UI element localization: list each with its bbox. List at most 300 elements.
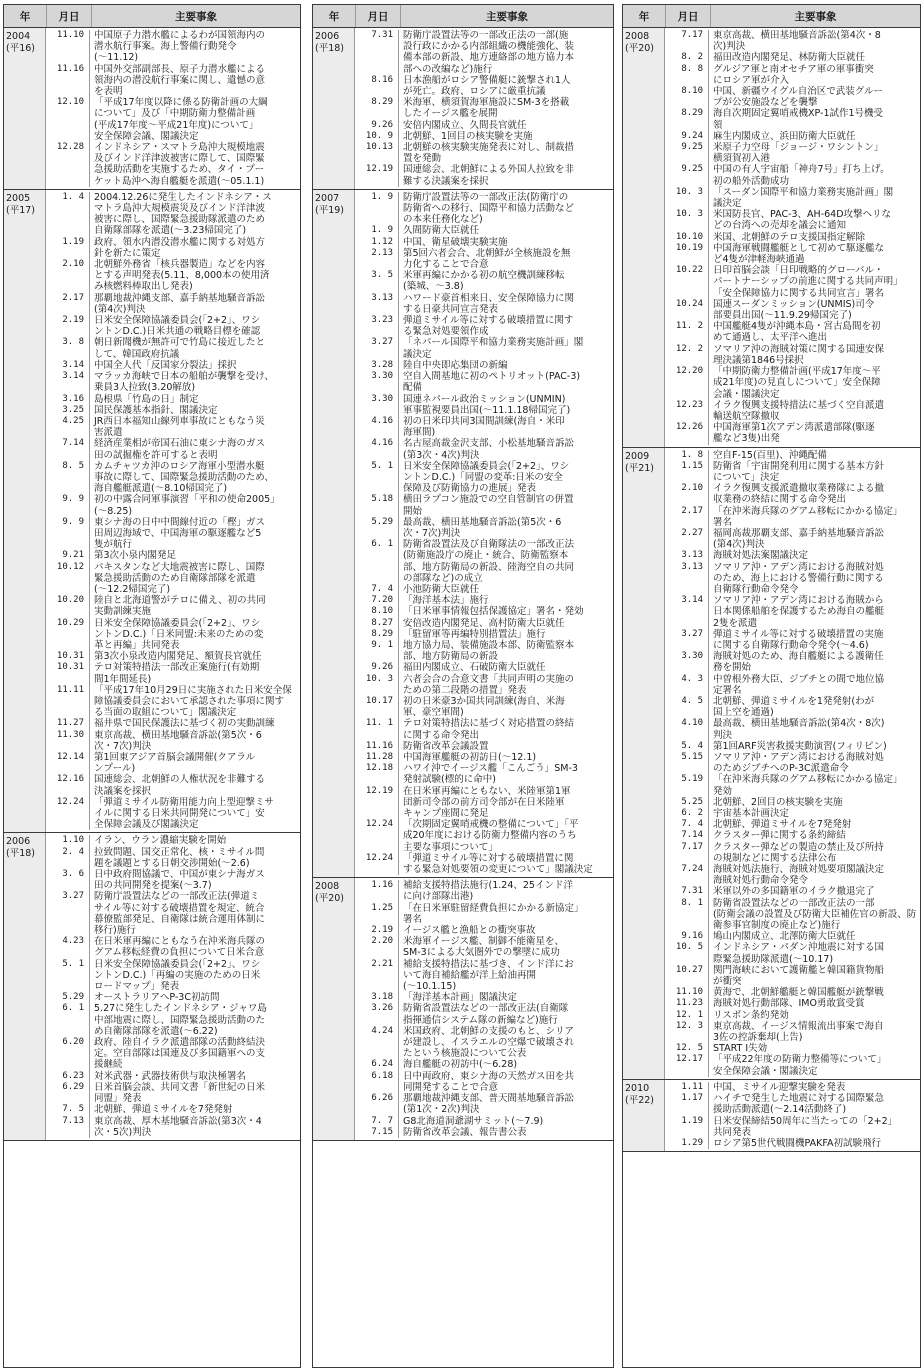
table-row xyxy=(665,864,920,886)
table-row xyxy=(355,394,613,416)
table-row xyxy=(665,931,920,942)
table-row xyxy=(355,741,613,752)
event-text: 最高裁、横田基地騒音訴訟(第5次・6 次・7次)判決 xyxy=(403,516,562,539)
event-date: 7.14 xyxy=(46,438,90,460)
event-date: 10.31 xyxy=(46,662,90,684)
event-text: 防衛省改革会議、報告書公表 xyxy=(403,1126,527,1138)
event-list xyxy=(355,190,613,877)
table-row xyxy=(46,869,300,891)
table-row xyxy=(355,270,613,292)
year-block xyxy=(623,28,920,448)
event-text: グルジア軍と南オセチア軍の軍事衝突 にロシア軍が介入 xyxy=(713,63,874,86)
event-text: 日米安全保障協議委員会(「2+2」、ワシ ントンD.C.)日米共通の戦略目標を確認 xyxy=(94,315,261,338)
table-header xyxy=(623,5,920,28)
header-date: 月日 xyxy=(666,5,711,27)
event-date: 12.26 xyxy=(665,422,709,444)
event-date: 10.17 xyxy=(355,696,399,718)
table-row xyxy=(665,651,920,673)
event-text: 朝日新聞機が無許可で竹島に接近したと して、韓国政府抗議 xyxy=(94,337,266,360)
event-date: 6.20 xyxy=(46,1037,90,1071)
table-row xyxy=(355,164,613,188)
event-list xyxy=(665,28,920,447)
event-date: 9. 1 xyxy=(355,640,399,662)
event-text: 補給支援特措法施行(1.24、25インド洋 に向け部隊出港) xyxy=(403,880,573,903)
event-text: 中国、衛星破壊実験実施 xyxy=(403,236,508,248)
event-text: テロ対策特措法一部改正案施行(有効期 間1年間延長) xyxy=(94,662,260,685)
event-date: 2.19 xyxy=(46,315,90,337)
event-text: ソマリア沖の海賊対策に関する国連安保 理決議第1846号採択 xyxy=(713,343,885,366)
event-text: 北朝鮮の核実験実施発表に対し、制裁措 置を発動 xyxy=(403,142,575,165)
year-label xyxy=(313,190,355,877)
event-date: 4. 5 xyxy=(665,696,709,718)
event-text: 米軍以外の多国籍軍のイラク撤退完了 xyxy=(713,886,875,898)
event-date: 2.10 xyxy=(46,259,90,293)
event-date: 8.27 xyxy=(355,618,399,629)
table-row xyxy=(355,28,613,75)
year-era: (平19) xyxy=(315,204,345,216)
table-row xyxy=(46,259,300,293)
event-date: 7. 4 xyxy=(665,819,709,830)
table-row xyxy=(46,1071,300,1082)
event-list xyxy=(355,28,613,189)
event-text: 中国全人代「反国家分裂法」採択 xyxy=(94,359,237,371)
event-text: 国連総会、北朝鮮による外国人拉致を非 難する決議案を採択 xyxy=(403,164,575,187)
table-row xyxy=(355,903,613,925)
event-date: 11. 2 xyxy=(665,321,709,343)
event-date: 8.10 xyxy=(355,606,399,617)
event-date: 2.17 xyxy=(46,293,90,315)
event-text: 防衛庁設置法等の一部改正法の一部(施 設行政にかかる内部組織の機能強化、装 備本部の新設、地方連絡部の地方協力本 部への改編など)施行 xyxy=(403,30,575,75)
event-text: マラッカ海峡で日本の船舶が襲撃を受け、 乗員3人拉致(3.20解放) xyxy=(94,371,274,394)
event-date: 7. 5 xyxy=(46,1104,90,1115)
table-row xyxy=(355,925,613,936)
table-row xyxy=(355,878,613,902)
event-date: 3.27 xyxy=(46,891,90,936)
event-date: 3.13 xyxy=(665,550,709,561)
event-text: 米軍再編にかかる初の航空機訓練移転 (築城、～3.8) xyxy=(403,270,565,293)
table-row xyxy=(46,730,300,752)
year-block xyxy=(623,448,920,1080)
event-date: 9.25 xyxy=(665,164,709,186)
event-text: 米国、北朝鮮のテロ支援国指定解除 xyxy=(713,231,866,243)
year-number: 2007 xyxy=(315,192,340,204)
year-number: 2004 xyxy=(6,31,31,42)
year-era: (平20) xyxy=(315,893,345,905)
event-text: 空自入間基地に初のペトリオット(PAC-3) 配備 xyxy=(403,371,581,394)
table-row xyxy=(355,595,613,606)
event-text: 中国外交部副部長、原子力潜水艦による 領海内の潜没航行事案に関し、遺憾の意 を表明 xyxy=(94,63,266,98)
table-row xyxy=(665,86,920,108)
event-text: 初の中露合同軍事演習「平和の使命2005」 (～8.25) xyxy=(94,494,280,517)
table-row xyxy=(665,797,920,808)
event-date: 4.25 xyxy=(46,416,90,438)
event-date: 3.27 xyxy=(665,629,709,651)
event-date: 12.24 xyxy=(355,819,399,853)
event-date: 1. 9 xyxy=(355,192,399,226)
table-row xyxy=(355,1026,613,1060)
event-text: 防衛省設置法などの一部改正法の一部 (防衛会議の設置及び防衛大臣補佐官の新設、防 衛参事官制度の廃止など)施行 xyxy=(713,897,917,932)
table-row xyxy=(46,797,300,833)
event-date: 12.24 xyxy=(46,797,90,831)
event-text: 北朝鮮外務省「核兵器製造」などを内容 とする声明発表(5.11、8,000本の使用済 み核燃料棒取出し発表) xyxy=(94,259,270,293)
event-text: 中国海軍艦艇の初訪日(～12.1) xyxy=(403,752,537,763)
table-row xyxy=(355,819,613,853)
year-label xyxy=(313,878,355,1140)
table-row xyxy=(355,517,613,539)
event-date: 6. 1 xyxy=(46,1003,90,1037)
chronology-column xyxy=(3,4,301,1368)
table-row xyxy=(665,774,920,796)
table-row xyxy=(355,1093,613,1115)
table-row xyxy=(355,360,613,371)
event-date: 6. 2 xyxy=(665,808,709,819)
event-text: 北朝鮮、1回目の核実験を実施 xyxy=(403,130,533,142)
event-date: 4.23 xyxy=(46,936,90,958)
event-date: 6.23 xyxy=(46,1071,90,1082)
event-text: インドネシア・スマトラ島沖大規模地震 及びインド洋津波被害に際して、国際緊 急援助活動を実施するため、タイ・プー ケット島沖へ海自艦艇を派遣(～05.1.1) xyxy=(94,142,265,187)
table-row xyxy=(665,209,920,231)
event-date: 5.25 xyxy=(665,797,709,808)
event-text: 海賊対処行動部隊、IMO勇敢賞受賞 xyxy=(713,998,865,1010)
header-year: 年 xyxy=(4,5,47,27)
event-text: 中国艦艇4隻が沖縄本島・宮古島間を初 めて通過し、太平洋へ進出 xyxy=(713,321,881,344)
header-year: 年 xyxy=(623,5,666,27)
table-row xyxy=(46,685,300,719)
table-row xyxy=(665,965,920,987)
event-date: 1.29 xyxy=(665,1138,709,1149)
event-text: 中国海軍戦闘艦艇として初めて駆逐艦な ど4隻が津軽海峡通過 xyxy=(713,242,885,266)
table-row xyxy=(46,718,300,729)
event-date: 8. 1 xyxy=(665,898,709,932)
event-text: 弾道ミサイル等に対する破壊措置に関す る緊急対処要領作成 xyxy=(403,315,574,338)
event-text: リスボン条約発効 xyxy=(713,1009,789,1021)
event-text: 「在沖米海兵隊のグアム移転にかかる協定」 発効 xyxy=(713,774,903,797)
event-text: 福岡高裁那覇支部、嘉手納基地騒音訴訟 (第4次)判決 xyxy=(713,527,885,551)
event-date: 5. 4 xyxy=(665,741,709,752)
table-row xyxy=(355,438,613,460)
table-row xyxy=(665,448,920,461)
event-date: 12. 5 xyxy=(665,1043,709,1054)
table-row xyxy=(665,28,920,52)
event-date: 10. 9 xyxy=(355,131,399,142)
event-text: 防衛省改革会議設置 xyxy=(403,740,489,752)
event-date: 12.10 xyxy=(46,97,90,142)
event-text: 防衛省設置法及び自衛隊法の一部改正法 (防衛施設庁の廃止・統合、防衛監察本 部、地方防衛局の新設、陸海空自の共同 の部隊など)の成立 xyxy=(403,539,575,584)
event-text: 「スーダン国際平和協力業務実施計画」閣 議決定 xyxy=(713,186,894,210)
event-text: 中国の有人宇宙船「神舟7号」打ち上げ。 初の船外活動成功 xyxy=(713,164,890,187)
event-date: 1.17 xyxy=(665,1093,709,1115)
table-row xyxy=(46,293,300,315)
event-date: 3.16 xyxy=(46,394,90,405)
event-date: 11.10 xyxy=(665,987,709,998)
event-list xyxy=(46,28,300,189)
year-label xyxy=(4,833,46,1139)
event-date: 7.17 xyxy=(665,30,709,52)
event-list xyxy=(46,833,300,1139)
event-date: 5.18 xyxy=(355,494,399,516)
event-text: 防衛庁設置法等の一部改正法(防衛庁の 防衛省への移行、国際平和協力活動など の本来任務化など) xyxy=(403,191,575,226)
event-text: 第1回ARF災害救援実動演習(フィリピン) xyxy=(713,740,887,752)
event-date: 7.13 xyxy=(46,1116,90,1138)
year-number: 2008 xyxy=(315,881,340,893)
table-row xyxy=(46,28,300,64)
event-text: 海自艦艇の初訪中(～6.28) xyxy=(403,1059,518,1071)
table-row xyxy=(355,640,613,662)
table-row xyxy=(46,833,300,846)
table-row xyxy=(665,265,920,299)
event-text: 中国、新疆ウイグル自治区で武装グルー プが公安施設などを襲撃 xyxy=(713,86,883,109)
event-date: 2.20 xyxy=(355,936,399,958)
event-date: 6. 1 xyxy=(355,539,399,584)
event-text: 「平成17年度以降に係る防衛計画の大綱 について」及び「中期防衛力整備計画 (平成17年度～平成21年度)について」 安全保障会議、閣議決定 xyxy=(94,97,268,142)
year-block xyxy=(313,878,613,1141)
table-row xyxy=(355,131,613,142)
event-date: 11.30 xyxy=(46,730,90,752)
table-row xyxy=(665,131,920,142)
event-date: 9.26 xyxy=(355,120,399,131)
event-text: 最高裁、横田基地騒音訴訟(第4次・8次) 判決 xyxy=(713,718,885,741)
event-text: 北朝鮮、弾道ミサイルを1発発射(わが 国上空を通過) xyxy=(713,695,875,719)
table-row xyxy=(46,618,300,652)
event-date: 3.13 xyxy=(665,562,709,596)
event-date: 11. 1 xyxy=(355,718,399,740)
event-date: 7. 4 xyxy=(355,584,399,595)
table-row xyxy=(665,232,920,243)
table-row xyxy=(665,696,920,718)
table-row xyxy=(665,830,920,841)
table-row xyxy=(46,405,300,416)
event-text: 関門海峡において護衛艦と韓国籍貨物船 が衝突 xyxy=(713,964,885,988)
event-date: 1.16 xyxy=(355,880,399,902)
table-row xyxy=(46,774,300,796)
table-row xyxy=(355,959,613,993)
event-date: 2.19 xyxy=(355,925,399,936)
table-row xyxy=(46,847,300,869)
event-date: 12. 3 xyxy=(665,1021,709,1043)
event-text: 拉致問題、国交正常化、核・ミサイル問 題を議題とする日朝交渉開始(～2.6) xyxy=(94,846,265,869)
event-date: 8. 2 xyxy=(665,52,709,63)
event-text: 小池防衛大臣就任 xyxy=(403,583,480,595)
table-row xyxy=(46,1104,300,1115)
event-text: 「海洋基本法」施行 xyxy=(403,595,489,607)
table-row xyxy=(46,97,300,142)
header-event: 主要事象 xyxy=(794,10,837,23)
event-text: 安倍改造内閣発足、高村防衛大臣就任 xyxy=(403,617,565,629)
event-date: 11.27 xyxy=(46,718,90,729)
event-text: 「海洋基本計画」閣議決定 xyxy=(403,992,518,1004)
event-date: 1.19 xyxy=(665,1116,709,1138)
table-row xyxy=(355,618,613,629)
table-row xyxy=(665,1054,920,1078)
event-date: 10.27 xyxy=(665,965,709,987)
event-text: 日米首脳会談、共同文書「新世紀の日米 同盟」発表 xyxy=(94,1081,266,1105)
table-row xyxy=(46,461,300,495)
event-date: 1.15 xyxy=(665,461,709,483)
table-row xyxy=(355,584,613,595)
event-date: 3.27 xyxy=(355,337,399,359)
event-date: 10.22 xyxy=(665,265,709,299)
event-date: 2.13 xyxy=(355,248,399,270)
event-text: 那覇地裁沖縄支部、嘉手納基地騒音訴訟 (第4次)判決 xyxy=(94,292,266,315)
table-row xyxy=(665,595,920,629)
event-date: 10.20 xyxy=(46,595,90,617)
table-row xyxy=(665,741,920,752)
event-date: 1. 4 xyxy=(46,192,90,237)
table-row xyxy=(665,108,920,130)
table-row xyxy=(355,1059,613,1070)
event-text: 「平成17年10月29日に実施された日米安全保 障協議委員会において承認された事項に関す る当面の取組について」閣議決定 xyxy=(94,684,292,719)
table-row xyxy=(665,506,920,528)
table-row xyxy=(355,142,613,164)
table-row xyxy=(355,674,613,696)
event-text: 海賊対処のため、海自艦艇による護衛任 務を開始 xyxy=(713,651,884,674)
event-text: 日中政府間協議で、中国が東シナ海ガス 田の共同開発を提案(～3.7) xyxy=(94,869,265,892)
year-number: 2009 xyxy=(625,450,650,462)
event-text: 「弾道ミサイル等に対する破壊措置に関 する緊急対処要領の変更について」閣議決定 xyxy=(403,852,593,876)
event-text: 黄海で、北朝鮮艦艇と韓国艦艇が銃撃戦 xyxy=(713,987,884,999)
event-date: 2.21 xyxy=(355,959,399,993)
event-text: 「次期固定翼哨戒機の整備について」「平 成20年度における防衛力整備内容のうち 主要な事項について」 xyxy=(403,819,579,853)
table-row xyxy=(665,52,920,63)
year-era: (平16) xyxy=(6,43,36,54)
event-date: 12. 1 xyxy=(665,1010,709,1021)
table-row xyxy=(46,315,300,337)
table-row xyxy=(46,959,300,993)
event-date: 12.28 xyxy=(46,142,90,187)
event-text: 「駐留軍等再編特別措置法」施行 xyxy=(403,628,546,640)
table-row xyxy=(665,987,920,998)
year-block xyxy=(313,28,613,190)
event-text: 日中両政府、東シナ海の天然ガス田を共 同開発することで合意 xyxy=(403,1070,575,1093)
event-text: 第3次小泉内閣発足 xyxy=(94,550,177,562)
table-row xyxy=(355,237,613,248)
event-date: 2.17 xyxy=(665,506,709,528)
table-row xyxy=(46,416,300,438)
table-row xyxy=(46,190,300,237)
table-row xyxy=(355,992,613,1003)
event-date: 8.10 xyxy=(665,86,709,108)
event-text: 久間防衛大臣就任 xyxy=(403,225,480,237)
event-text: 初の日米豪3か国共同訓練(海自、米海 軍、豪空軍間) xyxy=(403,695,565,719)
table-row xyxy=(355,606,613,617)
event-text: 「平成22年度の防衛力整備等について」 安全保障会議・閣議決定 xyxy=(713,1054,887,1077)
chronology-column xyxy=(622,4,921,1368)
event-text: 第1回東アジア首脳会議開催(クアラル ンプール) xyxy=(94,752,256,775)
event-date: 11.28 xyxy=(355,752,399,763)
table-row xyxy=(665,1021,920,1043)
event-date: 9. 9 xyxy=(46,517,90,551)
table-row xyxy=(355,786,613,820)
event-text: 米国政府、北朝鮮の支援のもと、シリア が建設し、イスラエルの空爆で破壊され たという核施設について公表 xyxy=(403,1025,575,1060)
event-date: 9.24 xyxy=(665,131,709,142)
table-header xyxy=(313,5,613,28)
event-date: 7.14 xyxy=(665,830,709,841)
event-date: 10. 3 xyxy=(665,209,709,231)
table-row xyxy=(665,629,920,651)
table-row xyxy=(665,142,920,164)
table-row xyxy=(46,394,300,405)
event-date: 7.31 xyxy=(665,886,709,897)
event-date: 7.15 xyxy=(355,1127,399,1138)
event-text: 東京高裁、厚木基地騒音訴訟(第3次・4 次・5次)判決 xyxy=(94,1115,262,1138)
year-number: 2008 xyxy=(625,31,650,42)
table-row xyxy=(355,1003,613,1025)
event-text: 陸自と北海道警がテロに備え、初の共同 実動訓練実施 xyxy=(94,595,266,618)
table-row xyxy=(665,819,920,830)
event-date: 7.20 xyxy=(355,595,399,606)
event-date: 3.26 xyxy=(355,1003,399,1025)
event-date: 8. 5 xyxy=(46,461,90,495)
year-block xyxy=(623,1080,920,1152)
event-date: 2. 4 xyxy=(46,847,90,869)
event-date: 1.11 xyxy=(665,1082,709,1093)
table-row xyxy=(46,64,300,98)
table-row xyxy=(355,75,613,97)
event-date: 4.16 xyxy=(355,416,399,438)
event-text: 名古屋高裁金沢支部、小松基地騒音訴訟 (第3次・4次)判決 xyxy=(403,438,575,461)
event-date: 1. 8 xyxy=(665,450,709,461)
table-row xyxy=(46,1037,300,1071)
event-date: 10. 3 xyxy=(355,674,399,696)
event-date: 10.13 xyxy=(355,142,399,164)
event-date: 7.24 xyxy=(665,864,709,886)
table-row xyxy=(665,942,920,964)
table-row xyxy=(665,64,920,86)
event-text: 六者会合の合意文書「共同声明の実施の ための第二段階の措置」発表 xyxy=(403,673,575,696)
table-row xyxy=(46,1116,300,1140)
event-text: クラスター弾などの製造の禁止及び所持 の規制などに関する法律公布 xyxy=(713,841,884,864)
event-date: 8. 8 xyxy=(665,64,709,86)
event-text: 日米安保締結50周年に当たっての「2+2」 共同発表 xyxy=(713,1115,898,1138)
event-date: 6.24 xyxy=(355,1059,399,1070)
event-date: 8.29 xyxy=(665,108,709,130)
table-row xyxy=(355,248,613,270)
table-row xyxy=(46,1003,300,1037)
event-text: ハワイ沖でイージス艦「こんごう」SM-3 発射試験(標的に命中) xyxy=(403,763,578,786)
event-date: 10.24 xyxy=(665,299,709,321)
event-text: 米海軍、横須賀海軍施設にSM-3を搭載 したイージス艦を展開 xyxy=(403,97,570,120)
event-text: インドネシア・パダン沖地震に対する国 際緊急援助隊派遣(～10.17) xyxy=(713,942,885,965)
event-text: 東シナ海の日中中間線付近の「樫」ガス 田周辺海域で、中国海軍の駆逐艦など5 隻が航行 xyxy=(94,516,266,551)
event-date: 3. 6 xyxy=(46,869,90,891)
header-date: 月日 xyxy=(356,5,401,27)
table-row xyxy=(355,1127,613,1140)
year-era: (平17) xyxy=(6,204,36,216)
table-row xyxy=(46,438,300,460)
event-text: 島根県「竹島の日」制定 xyxy=(94,393,199,405)
table-row xyxy=(665,808,920,819)
header-year: 年 xyxy=(313,5,356,27)
event-date: 3. 8 xyxy=(46,337,90,359)
table-row xyxy=(46,662,300,684)
event-date: 1.12 xyxy=(355,237,399,248)
event-date: 7. 7 xyxy=(355,1116,399,1127)
table-row xyxy=(665,1080,920,1093)
event-text: 防衛庁設置法などの一部改正法(弾道ミ サイル等に対する破壊措置を規定、統合 幕僚監部発足、自衛隊は統合運用体制に 移行)施行 xyxy=(94,891,266,937)
event-text: 日印首脳会談「日印戦略的グローバル・ パートナーシップの前進に関する共同声明」 「安全保障協力に関する共同宣言」署名 xyxy=(713,265,903,299)
year-label xyxy=(313,28,355,189)
event-date: 5.29 xyxy=(355,517,399,539)
year-number: 2005 xyxy=(6,192,31,204)
chronology-column xyxy=(312,4,614,1368)
event-text: 海賊対処法案閣議決定 xyxy=(713,550,809,562)
event-text: 陸自中央即応集団の新編 xyxy=(403,359,508,371)
year-number: 2006 xyxy=(6,836,31,848)
event-date: 3.25 xyxy=(46,405,90,416)
event-text: 中国海軍第1次アデン湾派遣部隊(駆逐 艦など3隻)出発 xyxy=(713,422,875,445)
event-text: ハワード豪首相来日、安全保障協力に関 する日豪共同宣言発表 xyxy=(403,292,575,315)
year-label xyxy=(4,190,46,833)
